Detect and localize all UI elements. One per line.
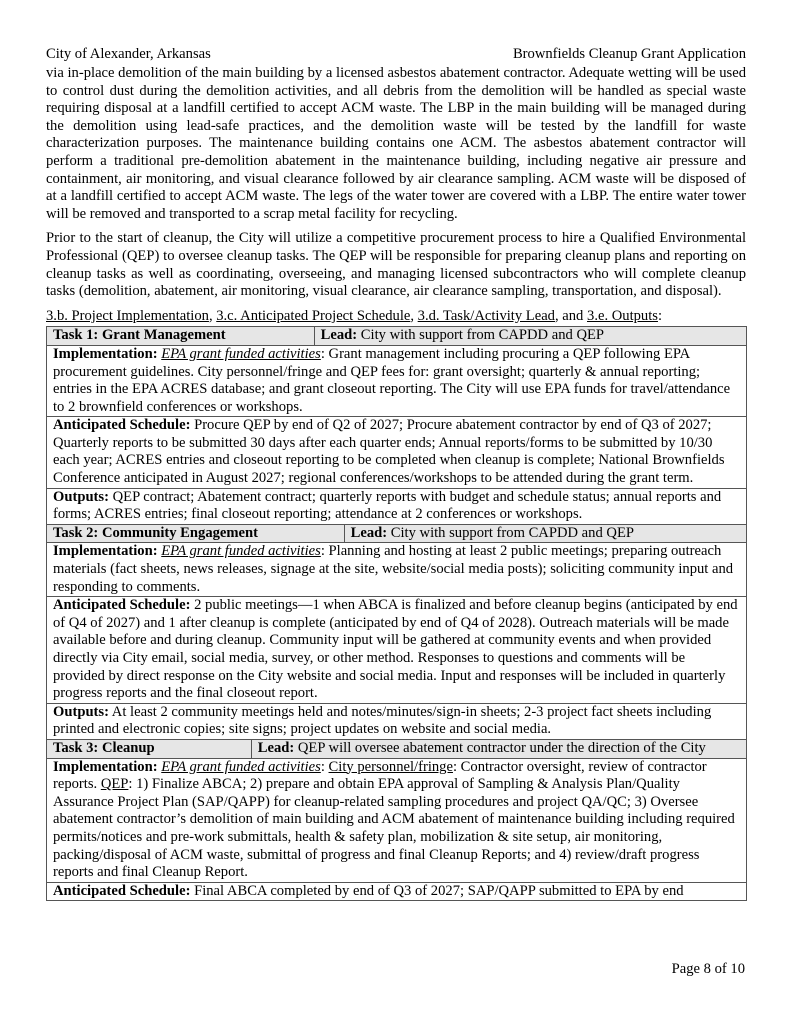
task-3-title: Task 3: Cleanup	[47, 739, 252, 758]
task-2-outputs-row	[47, 703, 747, 739]
paragraph-cleanup-approach: via in-place demolition of the main building by a licensed asbestos abatement contractor. Adequate wetting will be used to control dust during the demolition activities, and all debris from the demolition will be handled as special waste requiring disposal at a landfill certified to accept ACM waste. The LBP in the main building will be managed during the demolition using lead-safe practices, and the demolition waste will be tested by the landfill for waste characterization purposes. The maintenance building contains one ACM. The asbestos abatement contractor will perform a traditional pre-demolition abatement in the maintenance building, including negative air pressure and containment, air monitoring, and visual clearance followed by air clearance sampling. ACM waste will be disposed of at a landfill certified to accept ACM waste. The legs of the water tower are covered with a LBP. The entire water tower will be removed and transported to a scrap metal facility for recycling.	[46, 65, 746, 222]
section-heading: 3.b. Project Implementation, 3.c. Anticipated Project Schedule, 3.d. Task/Activity Lead, and 3.e. Outputs:	[46, 307, 663, 324]
task-3-lead: Lead: QEP will oversee abatement contractor under the direction of the City	[251, 739, 746, 758]
task-1-title: Task 1: Grant Management	[47, 327, 315, 346]
tasks-table	[46, 326, 747, 525]
task-3-schedule-row	[47, 882, 747, 901]
task-3-schedule: Anticipated Schedule: Final ABCA completed by end of Q3 of 2027; SAP/QAPP submitted to EPA by end	[47, 882, 747, 901]
section-heading-3c: 3.c. Anticipated Project Schedule	[216, 307, 411, 324]
task-3-header-row	[47, 739, 747, 758]
section-heading-3d: 3.d. Task/Activity Lead	[417, 307, 555, 324]
task-1-schedule-row	[47, 417, 747, 488]
task-2-header-row	[47, 524, 747, 543]
task-1-outputs-row	[47, 488, 747, 524]
tasks-table-2	[46, 524, 747, 740]
task-1-implementation-row	[47, 345, 747, 416]
section-heading-3e: 3.e. Outputs	[587, 307, 658, 324]
task-2-implementation-row	[47, 543, 747, 597]
page-number: Page 8 of 10	[671, 961, 745, 977]
paragraph-qep-procurement: Prior to the start of cleanup, the City will utilize a competitive procurement process to hire a Qualified Environmental Professional (QEP) to oversee cleanup tasks. The QEP will be responsible for preparing cleanup plans and reporting on cleanup tasks as well as coordinating, overseeing, and managing licensed subcontractors who will complete cleanup tasks (demolition, abatement, air monitoring, visual clearance, air clearance sampling, transportation, and disposal).	[46, 230, 746, 300]
task-2-schedule: Anticipated Schedule: 2 public meetings—1 when ABCA is finalized and before cleanup begins (anticipated by end of Q4 of 2027) and 1 after cleanup is complete (anticipated by end of Q4 of 2028). Outreach materials will be made available before and during cleanup. Community input will be gathered at community events and when provided directly via City email, social media, survey, or other method. Responses to questions and comments will be provided by direct response on the City website and social media. Input and responses will be included in quarterly progress reports and the final closeout report.	[47, 597, 747, 704]
section-heading-3b: 3.b. Project Implementation	[46, 307, 209, 324]
task-3-implementation-row	[47, 758, 747, 882]
document-body	[46, 65, 746, 901]
task-2-lead: Lead: City with support from CAPDD and QEP	[344, 524, 746, 543]
task-2-title: Task 2: Community Engagement	[47, 524, 345, 543]
header-document-title: Brownfields Cleanup Grant Application	[512, 46, 746, 62]
task-1-implementation: Implementation: EPA grant funded activities: Grant management including procuring a QEP following EPA procurement guidelines. City personnel/fringe and QEP fees for: grant oversight; quarterly & annual reporting; entries in the EPA ACRES database; and grant closeout reporting. The City will use EPA funds for travel/attendance to 2 brownfield conferences or workshops.	[47, 345, 747, 416]
tasks-table-3	[46, 739, 747, 901]
task-1-outputs: Outputs: QEP contract; Abatement contract; quarterly reports with budget and schedule status; annual reports and forms; ACRES entries; final closeout reporting; attendance at 2 conferences or workshops.	[47, 488, 747, 524]
page-header	[46, 46, 746, 64]
task-2-implementation: Implementation: EPA grant funded activities: Planning and hosting at least 2 public meetings; preparing outreach materials (fact sheets, news releases, signage at the site, website/social media posts); soliciting community input and responding to comments.	[47, 543, 747, 597]
task-2-schedule-row	[47, 597, 747, 704]
task-1-schedule: Anticipated Schedule: Procure QEP by end of Q2 of 2027; Procure abatement contractor by end of Q3 of 2027; Quarterly reports to be submitted 30 days after each quarter ends; Annual reports/forms to be submitted by 10/30 each year; ACRES entries and closeout reporting to be completed when cleanup is complete; National Brownfields Conference anticipated in August 2027; regional conferences/workshops to be attended during the grant term.	[47, 417, 747, 488]
task-1-header-row	[47, 327, 747, 346]
header-organization: City of Alexander, Arkansas	[46, 46, 211, 62]
task-3-implementation: Implementation: EPA grant funded activities: City personnel/fringe: Contractor oversight, review of contractor reports. QEP: 1) Finalize ABCA; 2) prepare and obtain EPA approval of Sampling & Analysis Plan/Quality Assurance Project Plan (SAP/QAPP) for cleanup-related sampling procedures and project QA/QC; 3) Oversee abatement contractor’s demolition of main building and ACM abatement of maintenance building including required permits/notices and pre-work submittals, health & safety plan, mobilization & site setup, air monitoring, packing/disposal of ACM waste, submittal of progress and final Cleanup Reports; and 4) review/draft progress reports and final Cleanup Report.	[47, 758, 747, 882]
task-2-outputs: Outputs: At least 2 community meetings held and notes/minutes/sign-in sheets; 2-3 project fact sheets including printed and electronic copies; site signs; project updates on website and social media.	[47, 703, 747, 739]
task-1-lead: Lead: City with support from CAPDD and QEP	[314, 327, 746, 346]
